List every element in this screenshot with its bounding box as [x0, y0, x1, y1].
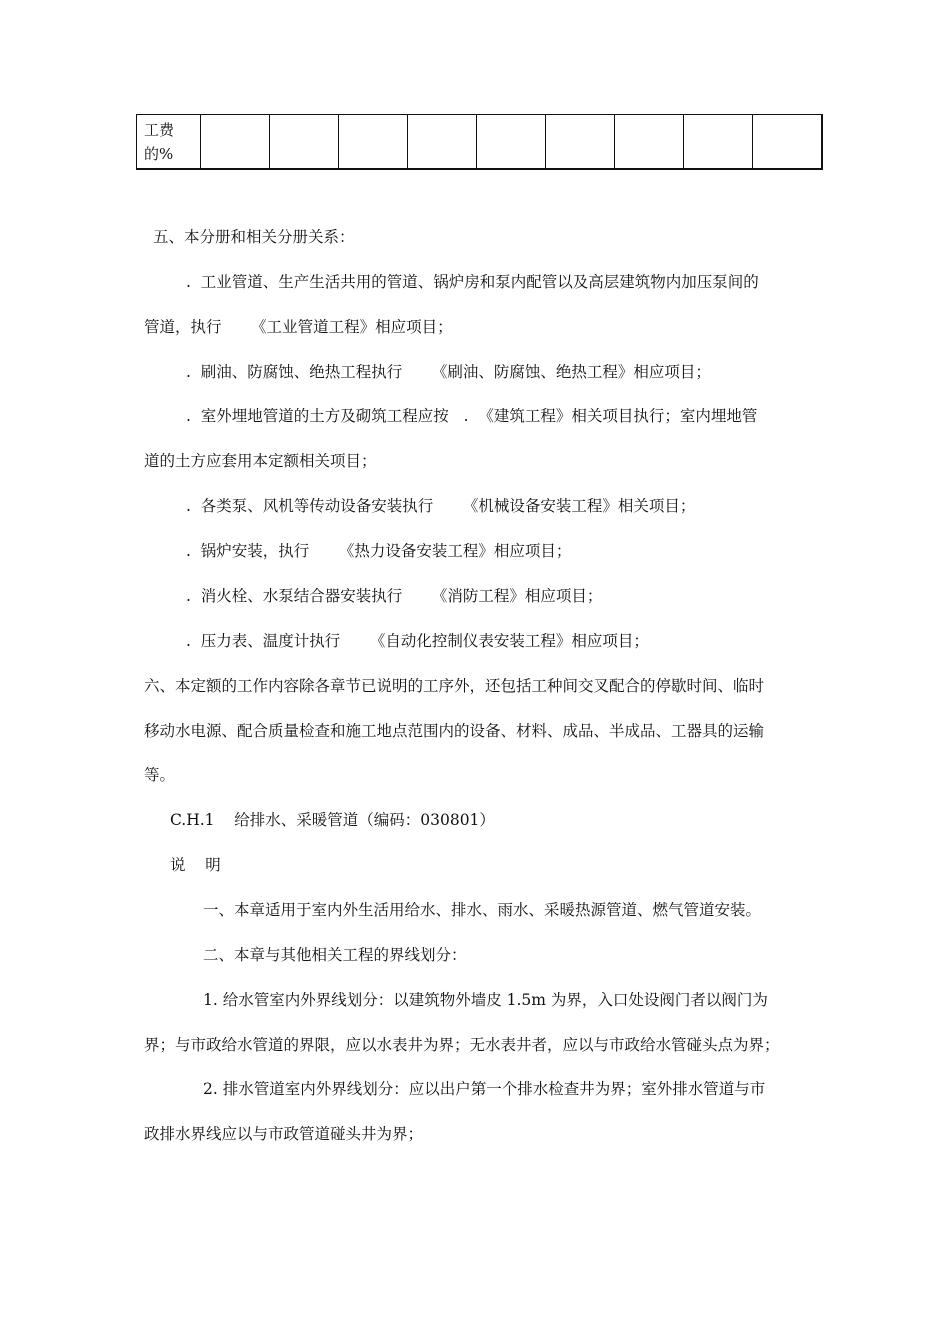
cell-label-line-1: 工费: [144, 120, 175, 139]
table-cell-empty: [201, 115, 270, 170]
table-cell-empty: [477, 115, 546, 170]
section5-item-1: . 工业管道、生产生活共用的管道、锅炉房和泵内配管以及高层建筑物内加压泵间的: [186, 273, 759, 291]
table-cell-empty: [684, 115, 753, 170]
section6-line-1: 六、本定额的工作内容除各章节已说明的工序外，还包括工种间交叉配合的停歇时间、临时: [144, 677, 765, 695]
table-cell-empty: [339, 115, 408, 170]
chapter-para-2: 二、本章与其他相关工程的界线划分：: [203, 946, 467, 964]
chapter-subheading: 说 明: [170, 856, 221, 874]
table-row: [137, 115, 823, 170]
section6-line-3: 等。: [144, 766, 176, 784]
chapter-para-3-line-2: 界；与市政给水管道的界限，应以水表井为界；无水表井者，应以与市政给水管碰头点为界；: [144, 1036, 780, 1054]
section5-item-4: . 各类泵、风机等传动设备安装执行 《机械设备安装工程》相关项目；: [186, 497, 696, 515]
table-cell-label: [137, 115, 201, 170]
section5-item-7: . 压力表、温度计执行 《自动化控制仪表安装工程》相应项目；: [186, 632, 649, 650]
section5-item-5: . 锅炉安装，执行 《热力设备安装工程》相应项目；: [186, 542, 572, 560]
section5-item-3-cont: 道的土方应套用本定额相关项目；: [144, 452, 377, 470]
section5-heading: 五、本分册和相关分册关系：: [153, 228, 355, 246]
table-cell-empty: [408, 115, 477, 170]
section6-line-2: 移动水电源、配合质量检查和施工地点范围内的设备、材料、成品、半成品、工器具的运输: [144, 722, 765, 740]
section5-item-2: . 刷油、防腐蚀、绝热工程执行 《刷油、防腐蚀、绝热工程》相应项目；: [186, 363, 711, 381]
table-cell-empty: [753, 115, 823, 170]
section5-item-1-cont: 管道，执行 《工业管道工程》相应项目；: [144, 318, 453, 336]
table-cell-empty: [615, 115, 684, 170]
table-cell-empty: [546, 115, 615, 170]
chapter-para-4-line-1: 2. 排水管道室内外界线划分：应以出户第一个排水检查井为界；室外排水管道与市: [203, 1080, 766, 1098]
section5-item-3: . 室外埋地管道的土方及砌筑工程应按 . 《建筑工程》相关项目执行；室内埋地管: [186, 407, 758, 425]
chapter-heading: C.H.1 给排水、采暖管道（编码：030801）: [170, 811, 495, 829]
table-cell-empty: [270, 115, 339, 170]
chapter-para-3-line-1: 1. 给水管室内外界线划分：以建筑物外墙皮 1.5m 为界，入口处设阀门者以阀门为: [203, 991, 768, 1009]
chapter-para-4-line-2: 政排水界线应以与市政管道碰头井为界；: [144, 1125, 424, 1143]
section5-item-6: . 消火栓、水泵结合器安装执行 《消防工程》相应项目；: [186, 587, 603, 605]
cell-label-line-2: 的%: [144, 144, 174, 163]
chapter-para-1: 一、本章适用于室内外生活用给水、排水、雨水、采暖热源管道、燃气管道安装。: [203, 901, 762, 919]
cost-table: [136, 114, 823, 170]
